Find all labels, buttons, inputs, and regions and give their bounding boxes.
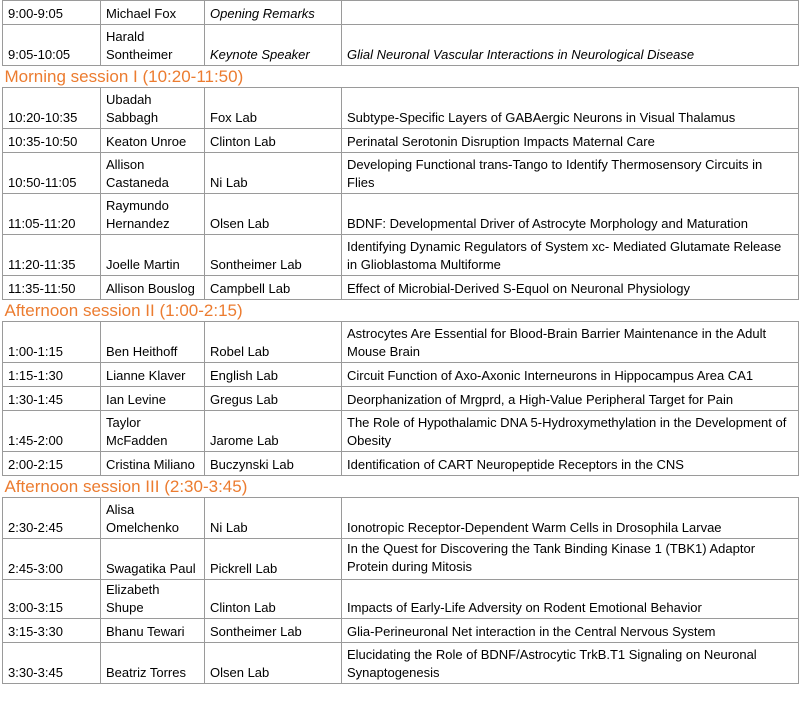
lab-cell: Pickrell Lab — [205, 539, 342, 580]
table-row — [3, 25, 799, 66]
time-cell: 11:20-11:35 — [3, 235, 101, 276]
speaker-cell: Elizabeth Shupe — [101, 580, 205, 619]
table-row — [3, 363, 799, 387]
session-header — [3, 300, 799, 322]
speaker-cell: Taylor McFadden — [101, 411, 205, 452]
speaker-cell: Bhanu Tewari — [101, 619, 205, 643]
speaker-cell: Cristina Miliano — [101, 452, 205, 476]
time-cell: 10:35-10:50 — [3, 129, 101, 153]
speaker-cell: Ben Heithoff — [101, 322, 205, 363]
lab-cell: Robel Lab — [205, 322, 342, 363]
speaker-cell: Ubadah Sabbagh — [101, 88, 205, 129]
role-cell: Opening Remarks — [205, 1, 342, 25]
table-row — [3, 452, 799, 476]
time-cell: 10:20-10:35 — [3, 88, 101, 129]
speaker-cell: Swagatika Paul — [101, 539, 205, 580]
title-cell: Ionotropic Receptor-Dependent Warm Cells in Drosophila Larvae — [342, 498, 799, 539]
title-cell: Identifying Dynamic Regulators of System xc- Mediated Glutamate Release in Glioblastoma Multiforme — [342, 235, 799, 276]
title-cell: In the Quest for Discovering the Tank Binding Kinase 1 (TBK1) Adaptor Protein during Mitosis — [342, 539, 799, 580]
speaker-cell: Allison Bouslog — [101, 276, 205, 300]
lab-cell: Olsen Lab — [205, 194, 342, 235]
table-row — [3, 1, 799, 25]
speaker-cell: Alisa Omelchenko — [101, 498, 205, 539]
time-cell: 11:35-11:50 — [3, 276, 101, 300]
table-row — [3, 619, 799, 643]
title-cell: Circuit Function of Axo-Axonic Interneurons in Hippocampus Area CA1 — [342, 363, 799, 387]
lab-cell: Clinton Lab — [205, 129, 342, 153]
lab-cell: Sontheimer Lab — [205, 619, 342, 643]
time-cell: 2:45-3:00 — [3, 539, 101, 580]
table-row — [3, 276, 799, 300]
time-cell: 1:00-1:15 — [3, 322, 101, 363]
lab-cell: English Lab — [205, 363, 342, 387]
title-cell: Subtype-Specific Layers of GABAergic Neurons in Visual Thalamus — [342, 88, 799, 129]
title-cell: BDNF: Developmental Driver of Astrocyte Morphology and Maturation — [342, 194, 799, 235]
lab-cell: Buczynski Lab — [205, 452, 342, 476]
table-row — [3, 88, 799, 129]
title-cell: Impacts of Early-Life Adversity on Rodent Emotional Behavior — [342, 580, 799, 619]
table-row — [3, 387, 799, 411]
lab-cell: Jarome Lab — [205, 411, 342, 452]
title-cell: Effect of Microbial-Derived S-Equol on Neuronal Physiology — [342, 276, 799, 300]
speaker-cell: Allison Castaneda — [101, 153, 205, 194]
time-cell: 11:05-11:20 — [3, 194, 101, 235]
table-row — [3, 129, 799, 153]
time-cell: 9:00-9:05 — [3, 1, 101, 25]
speaker-cell: Lianne Klaver — [101, 363, 205, 387]
table-row — [3, 194, 799, 235]
time-cell: 10:50-11:05 — [3, 153, 101, 194]
title-cell: Deorphanization of Mrgprd, a High-Value Peripheral Target for Pain — [342, 387, 799, 411]
table-row — [3, 539, 799, 580]
table-row — [3, 498, 799, 539]
speaker-cell: Harald Sontheimer — [101, 25, 205, 66]
speaker-cell: Raymundo Hernandez — [101, 194, 205, 235]
lab-cell: Campbell Lab — [205, 276, 342, 300]
title-cell: Astrocytes Are Essential for Blood-Brain Barrier Maintenance in the Adult Mouse Brain — [342, 322, 799, 363]
table-row — [3, 580, 799, 619]
lab-cell: Fox Lab — [205, 88, 342, 129]
schedule-table — [2, 0, 799, 684]
title-cell: Glial Neuronal Vascular Interactions in Neurological Disease — [342, 25, 799, 66]
table-row — [3, 411, 799, 452]
lab-cell: Sontheimer Lab — [205, 235, 342, 276]
title-cell: The Role of Hypothalamic DNA 5-Hydroxymethylation in the Development of Obesity — [342, 411, 799, 452]
session-label: Afternoon session III (2:30-3:45) — [4, 477, 248, 496]
speaker-cell: Joelle Martin — [101, 235, 205, 276]
time-cell: 9:05-10:05 — [3, 25, 101, 66]
session-header — [3, 66, 799, 88]
time-cell: 1:15-1:30 — [3, 363, 101, 387]
lab-cell: Olsen Lab — [205, 643, 342, 684]
time-cell: 1:30-1:45 — [3, 387, 101, 411]
title-cell: Elucidating the Role of BDNF/Astrocytic TrkB.T1 Signaling on Neuronal Synaptogenesis — [342, 643, 799, 684]
table-row — [3, 643, 799, 684]
time-cell: 2:00-2:15 — [3, 452, 101, 476]
session-header — [3, 476, 799, 498]
lab-cell: Gregus Lab — [205, 387, 342, 411]
table-row — [3, 322, 799, 363]
speaker-cell: Keaton Unroe — [101, 129, 205, 153]
time-cell: 1:45-2:00 — [3, 411, 101, 452]
title-cell: Developing Functional trans-Tango to Identify Thermosensory Circuits in Flies — [342, 153, 799, 194]
role-cell: Keynote Speaker — [205, 25, 342, 66]
lab-cell: Ni Lab — [205, 498, 342, 539]
table-row — [3, 153, 799, 194]
time-cell: 3:15-3:30 — [3, 619, 101, 643]
title-cell: Perinatal Serotonin Disruption Impacts Maternal Care — [342, 129, 799, 153]
title-cell: Identification of CART Neuropeptide Receptors in the CNS — [342, 452, 799, 476]
lab-cell: Ni Lab — [205, 153, 342, 194]
time-cell: 3:30-3:45 — [3, 643, 101, 684]
table-row — [3, 235, 799, 276]
time-cell: 3:00-3:15 — [3, 580, 101, 619]
session-label: Morning session I (10:20-11:50) — [4, 67, 244, 86]
speaker-cell: Beatriz Torres — [101, 643, 205, 684]
speaker-cell: Michael Fox — [101, 1, 205, 25]
time-cell: 2:30-2:45 — [3, 498, 101, 539]
title-cell: Glia-Perineuronal Net interaction in the Central Nervous System — [342, 619, 799, 643]
title-cell — [342, 1, 799, 25]
session-label: Afternoon session II (1:00-2:15) — [4, 301, 243, 320]
speaker-cell: Ian Levine — [101, 387, 205, 411]
lab-cell: Clinton Lab — [205, 580, 342, 619]
